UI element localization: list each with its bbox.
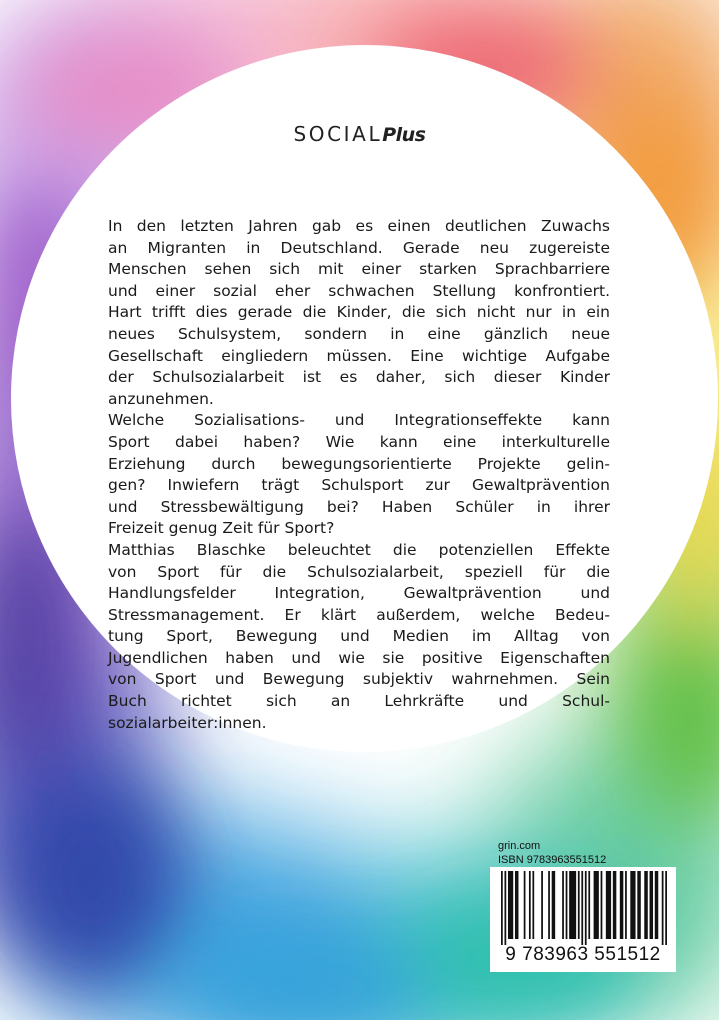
blurb-line: Freizeit genug Zeit für Sport?: [108, 519, 335, 538]
blurb-line: Jugendlichen haben und wie sie positive Eigenschaften: [108, 648, 610, 667]
barcode-bar: [662, 871, 664, 945]
barcode-bar: [585, 871, 587, 945]
blurb-line: Hart trifft dies gerade die Kinder, die sich nicht nur in ein: [108, 303, 610, 322]
publisher-logo: [0, 122, 719, 146]
publisher-info: [498, 839, 606, 867]
barcode-bar: [504, 871, 506, 945]
blurb-line: Erziehung durch bewegungsorientierte Projekte gelin-: [108, 454, 610, 473]
barcode-bar: [508, 871, 513, 939]
ean13-barcode: [501, 871, 667, 945]
barcode-bar: [581, 871, 583, 945]
barcode-bar: [630, 871, 635, 939]
blurb-paragraph: [108, 540, 610, 734]
isbn-text: ISBN 9783963551512: [498, 854, 607, 866]
blurb-line: von Sport für die Schulsozialarbeit, speziell für die: [108, 562, 610, 581]
barcode-bar: [569, 871, 576, 939]
barcode-bar: [501, 871, 503, 945]
barcode-bar: [541, 871, 543, 939]
barcode-bar: [515, 871, 518, 939]
blurb-line: Buch richtet sich an Lehrkräfte und Schul-: [108, 692, 610, 711]
barcode-bar: [637, 871, 640, 939]
barcode-bar: [562, 871, 564, 939]
blurb-line: neues Schulsystem, sondern in eine gänzlich neue: [108, 324, 610, 343]
barcode-bar: [601, 871, 603, 939]
logo-word-social: SOCIAL: [293, 122, 383, 146]
barcode-bar: [665, 871, 667, 945]
barcode-bar: [644, 871, 647, 939]
blurb-text: [108, 216, 610, 734]
blurb-paragraph: [108, 216, 610, 410]
logo-word-plus: Plus: [382, 124, 426, 146]
barcode-bar: [650, 871, 653, 939]
blurb-line: sozialarbeiter:innen.: [108, 713, 267, 732]
barcode-bar: [625, 871, 627, 939]
blurb-line: und Stressbewältigung bei? Haben Schüler in ihrer: [108, 497, 610, 516]
blurb-line: Sport dabei haben? Wie kann eine interkulturelle: [108, 432, 610, 451]
barcode-bar: [588, 871, 590, 939]
barcode-bar: [552, 871, 555, 939]
blurb-line: Stressmanagement. Er klärt außerdem, welche Bedeu-: [108, 605, 610, 624]
blurb-line: und einer sozial eher schwachen Stellung konfrontiert.: [108, 281, 610, 300]
barcode-bar: [655, 871, 658, 939]
blurb-line: Handlungsfelder Integration, Gewaltprävention und: [108, 584, 610, 603]
barcode-panel: [490, 867, 676, 972]
blurb-line: gen? Inwiefern trägt Schulsport zur Gewaltprävention: [108, 476, 610, 495]
blurb-line: der Schulsozialarbeit ist es daher, sich dieser Kinder: [108, 368, 610, 387]
barcode-bar: [532, 871, 534, 939]
barcode-bar: [578, 871, 580, 939]
blurb-line: Menschen sehen sich mit einer starken Sprachbarriere: [108, 260, 610, 279]
blurb-line: In den letzten Jahren gab es einen deutlichen Zuwachs: [108, 217, 610, 235]
blurb-line: Matthias Blaschke beleuchtet die potenziellen Effekte: [108, 540, 610, 559]
blurb-line: tung Sport, Bewegung und Medien im Alltag von: [108, 627, 610, 646]
barcode-bar: [524, 871, 526, 939]
publisher-website: grin.com: [498, 840, 541, 852]
barcode-digits: 9 783963 551512: [505, 944, 661, 965]
barcode-bar: [606, 871, 611, 939]
barcode-bar: [613, 871, 616, 939]
blurb-line: an Migranten in Deutschland. Gerade neu zugereiste: [108, 238, 610, 257]
barcode-bar: [529, 871, 531, 939]
blurb-line: anzunehmen.: [108, 389, 214, 408]
barcode-bar: [594, 871, 599, 939]
barcode-bar: [620, 871, 623, 939]
blurb-line: Gesellschaft eingliedern müssen. Eine wichtige Aufgabe: [108, 346, 610, 365]
blurb-paragraph: [108, 410, 610, 540]
barcode-bar: [566, 871, 568, 939]
blurb-line: Welche Sozialisations- und Integrationseffekte kann: [108, 411, 610, 430]
blurb-line: von Sport und Bewegung subjektiv wahrnehmen. Sein: [108, 670, 610, 689]
barcode-bar: [548, 871, 550, 939]
